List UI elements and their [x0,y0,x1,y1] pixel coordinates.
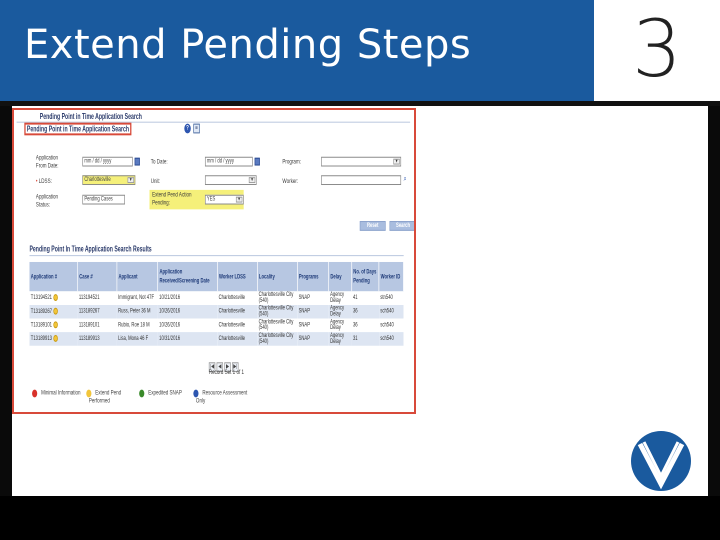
col-header[interactable]: Application # [29,262,77,291]
search-icon[interactable]: ⌕ [403,174,407,184]
applicant-cell: Russ, Peter 36 M [117,305,158,319]
applicant-cell: Lisa, Mona 46 F [117,332,158,346]
ldss-cell: Charlottesville [218,321,245,328]
days-cell: 31 [352,332,379,346]
col-header[interactable]: Applicant [117,262,158,291]
case-cell: 113189101 [78,321,100,328]
chevron-down-icon: ▼ [237,196,241,203]
table-row[interactable] [29,318,403,332]
section-title: Pending Point in Time Application Search [24,123,131,136]
case-cell: 113189913 [78,332,117,346]
ldss-value: Charlottesville [84,176,111,184]
worker-input[interactable] [321,175,401,185]
worker-id-cell: sch540 [379,305,403,319]
worker-id-cell: sch540 [380,321,394,328]
unit-label: Unit: [150,178,161,186]
locality-cell: Charlottesville City (540) [258,318,294,332]
case-cell: 113194521 [78,293,100,301]
case-cell: 113189267 [78,305,117,319]
col-header[interactable]: No. of Days Pending [352,262,379,291]
extend-pend-select[interactable] [205,195,244,205]
program-label: Program: [282,158,301,166]
locality-cell: Charlottesville City (540) [257,332,297,346]
ldss-cell: Charlottesville [218,293,245,301]
delay-cell: Agency Delay [330,318,345,332]
prev-page-icon[interactable]: ◀ [218,364,222,371]
legend-label: Minimal Information [41,389,81,397]
col-header[interactable]: Case # [78,262,117,291]
worker-id-cell: stn540 [380,293,393,301]
left-border [0,106,12,496]
date-cell: 10/21/2016 [159,293,181,301]
delay-cell: Agency Delay [329,332,352,346]
step-number: 3 [594,0,720,101]
col-header[interactable]: Worker ID [379,262,403,291]
extend-pend-icon [53,335,58,342]
required-marker: • [35,178,38,186]
chevron-down-icon: ▼ [250,177,254,184]
ldss-cell: Charlottesville [217,305,257,319]
extend-pend-icon [53,322,58,329]
to-date-label: To Date: [150,158,168,166]
app-number-cell[interactable] [29,291,77,305]
col-header[interactable]: Locality [257,262,297,291]
chevron-down-icon: ▼ [394,158,399,165]
program-cell: SNAP [298,321,310,328]
program-select[interactable] [321,157,401,167]
slide-title: Extend Pending Steps [24,22,472,68]
tab-pending-search[interactable]: Pending Point in Time Application Search [39,111,142,121]
table-row[interactable] [29,305,403,319]
unit-select[interactable] [205,175,257,185]
app-number-cell[interactable] [29,332,77,346]
app-number[interactable]: T13189101 [30,321,52,329]
results-divider [29,255,403,256]
days-cell: 41 [352,293,358,301]
col-header[interactable]: Delay [329,262,352,291]
app-number[interactable]: T13189267 [30,308,52,315]
app-status-select[interactable] [82,195,125,205]
app-status-value: Pending Cases [84,195,113,203]
reset-button[interactable]: Reset [360,221,386,231]
program-cell: SNAP [298,293,310,301]
days-cell: 36 [352,321,358,328]
legend-label: Expedited SNAP [148,389,182,397]
next-page-icon[interactable]: ▶ [226,364,230,371]
date-cell: 10/26/2016 [158,305,218,319]
extend-pend-label: Extend Pend Action Pending: [152,191,192,207]
chevron-down-icon: ▼ [129,177,133,184]
search-button[interactable]: Search [389,221,416,231]
worker-id-cell: sch540 [379,332,403,346]
applicant-cell: Immigrant, Not 47F [118,293,155,301]
applicant-cell: Rubio, Roe 18 M [118,321,150,328]
locality-cell: Charlottesville City (540) [257,305,297,319]
app-screenshot [12,108,416,414]
col-header[interactable]: Application Received/Screening Date [158,262,218,291]
col-header[interactable]: Programs [297,262,329,291]
legend-label: Extend Pend Performed [88,389,122,405]
extend-pend-icon [53,308,58,315]
app-from-date-input[interactable]: mm / dd / yyyy [82,157,132,167]
record-set-label: Record Set 1 of 1 [208,369,244,376]
ldss-select[interactable] [82,175,135,185]
screenshot-canvas [14,110,414,414]
help-icon[interactable]: ? [186,124,189,132]
print-icon[interactable]: ≡ [195,124,198,132]
delay-cell: Agency Delay [330,291,345,304]
locality-cell: Charlottesville City (540) [258,291,294,304]
app-number-cell[interactable] [29,305,77,319]
footer-bar [0,496,720,540]
results-title: Pending Point In Time Application Search Results [29,244,152,254]
title-divider [0,101,720,106]
days-cell: 36 [352,305,379,319]
app-status-label: Application Status: [35,193,59,209]
app-number-cell[interactable] [29,318,77,332]
ldss-cell: Charlottesville [217,332,257,346]
date-cell: 10/26/2016 [159,321,181,328]
right-border [708,106,720,496]
delay-cell: Agency Delay [329,305,352,319]
col-header[interactable]: Worker LDSS [217,262,257,291]
title-bar [0,0,594,101]
virginia-logo-icon [630,430,692,492]
ldss-label-text: LDSS: [38,178,52,186]
last-page-icon[interactable]: ▶| [233,364,238,371]
worker-label: Worker: [282,178,299,186]
app-number[interactable]: T13194521 [30,294,52,302]
program-cell: SNAP [297,305,329,319]
calendar-icon[interactable] [135,158,140,166]
program-cell: SNAP [297,332,329,346]
results-table [29,262,403,346]
to-date-input[interactable]: mm / dd / yyyy [205,157,253,167]
extend-pend-icon [53,294,58,301]
table-row[interactable] [29,332,403,346]
extend-pend-value: YES [206,195,216,203]
table-header-row [29,262,403,291]
date-cell: 10/31/2016 [158,332,218,346]
table-row[interactable] [29,291,403,305]
calendar-icon[interactable] [255,158,260,166]
ldss-label [36,178,52,186]
app-number[interactable]: T13189913 [30,335,52,343]
legend-label: Resource Assessment Only [195,389,248,405]
first-page-icon[interactable]: |◀ [210,364,215,371]
app-from-date-label: Application From Date: [35,154,59,170]
